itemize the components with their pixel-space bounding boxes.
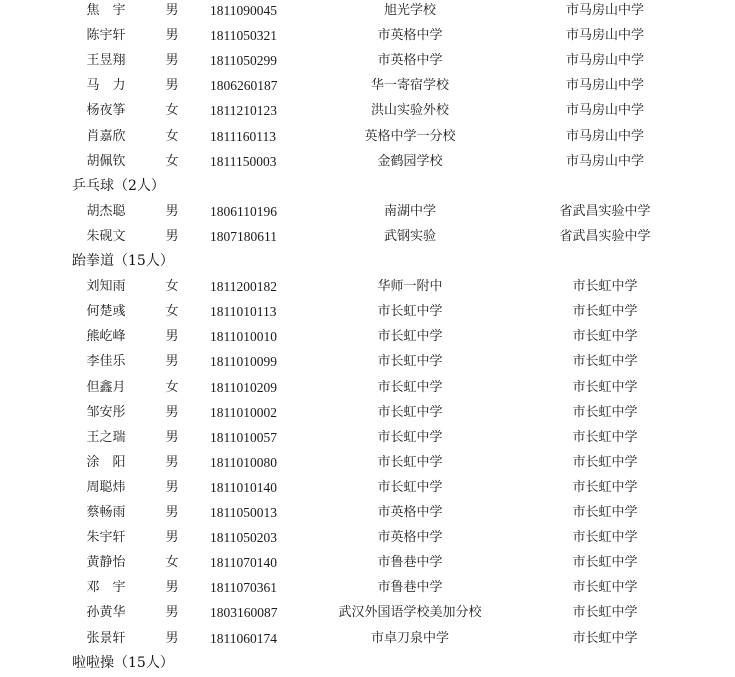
student-id: 1807180611 — [210, 229, 277, 244]
student-id: 1806260187 — [210, 78, 278, 93]
table-row — [0, 450, 735, 475]
origin-school: 市长虹中学 — [377, 354, 443, 369]
origin-school: 市长虹中学 — [377, 380, 443, 395]
student-id: 1811010080 — [210, 455, 277, 470]
student-name: 李佳乐 — [86, 354, 126, 369]
origin-school: 市长虹中学 — [377, 405, 443, 420]
origin-school: 武汉外国语学校美加分校 — [338, 605, 482, 620]
student-gender: 女 — [165, 279, 179, 294]
student-id: 1806110196 — [210, 204, 277, 219]
table-row — [0, 23, 735, 48]
admitted-school: 市长虹中学 — [572, 279, 638, 294]
admitted-school: 市长虹中学 — [572, 329, 638, 344]
student-id: 1811010010 — [210, 329, 277, 344]
table-row — [0, 274, 735, 299]
student-gender: 女 — [165, 103, 179, 118]
table-row — [0, 600, 735, 625]
student-name: 孙黄华 — [86, 605, 126, 620]
origin-school: 英格中学一分校 — [364, 129, 456, 144]
student-name: 涂 阳 — [86, 455, 126, 470]
student-id: 1811160113 — [210, 129, 276, 144]
admitted-school: 市长虹中学 — [572, 631, 638, 646]
student-name: 周聪炜 — [86, 480, 126, 495]
table-row — [0, 400, 735, 425]
origin-school: 市长虹中学 — [377, 480, 443, 495]
student-gender: 男 — [165, 204, 179, 219]
table-row — [0, 500, 735, 525]
student-id: 1811090045 — [210, 3, 277, 18]
student-id: 1811010209 — [210, 380, 277, 395]
table-row — [0, 299, 735, 324]
student-name: 陈宇轩 — [86, 28, 126, 43]
section-heading: 啦啦操（15人） — [72, 655, 174, 671]
table-row — [0, 98, 735, 123]
student-name: 但鑫月 — [86, 380, 126, 395]
student-name: 杨夜筝 — [86, 103, 126, 118]
student-name: 王之瑞 — [86, 430, 126, 445]
student-name: 马 力 — [86, 78, 126, 93]
student-gender: 男 — [165, 28, 179, 43]
student-id: 1811210123 — [210, 103, 277, 118]
admitted-school: 省武昌实验中学 — [559, 204, 651, 219]
table-row — [0, 626, 735, 651]
student-id: 1811060174 — [210, 631, 277, 646]
section-heading: 乒乓球（2人） — [72, 178, 165, 194]
origin-school: 市英格中学 — [377, 28, 443, 43]
student-gender: 女 — [165, 154, 179, 169]
student-gender: 男 — [165, 480, 179, 495]
student-name: 胡佩钦 — [86, 154, 126, 169]
table-row — [0, 375, 735, 400]
student-gender: 女 — [165, 380, 179, 395]
student-id: 1811010057 — [210, 430, 277, 445]
student-gender: 男 — [165, 605, 179, 620]
student-gender: 男 — [165, 3, 179, 18]
admitted-school: 市长虹中学 — [572, 555, 638, 570]
table-row — [0, 0, 735, 23]
admitted-school: 市长虹中学 — [572, 605, 638, 620]
student-gender: 男 — [165, 430, 179, 445]
admitted-school: 市马房山中学 — [565, 53, 644, 68]
admitted-school: 市长虹中学 — [572, 405, 638, 420]
origin-school: 华师一附中 — [377, 279, 443, 294]
student-gender: 男 — [165, 455, 179, 470]
admitted-school: 市长虹中学 — [572, 304, 638, 319]
table-row — [0, 425, 735, 450]
origin-school: 南湖中学 — [383, 204, 436, 219]
table-row — [0, 199, 735, 224]
section-heading: 跆拳道（15人） — [72, 253, 174, 269]
student-id: 1811010099 — [210, 354, 277, 369]
admitted-school: 市长虹中学 — [572, 580, 638, 595]
admitted-school: 市马房山中学 — [565, 78, 644, 93]
origin-school: 金鹤园学校 — [377, 154, 443, 169]
admitted-school: 市长虹中学 — [572, 380, 638, 395]
admitted-school: 市长虹中学 — [572, 505, 638, 520]
admitted-school: 市长虹中学 — [572, 354, 638, 369]
admitted-school: 市马房山中学 — [565, 3, 644, 18]
student-gender: 女 — [165, 129, 179, 144]
student-gender: 男 — [165, 580, 179, 595]
origin-school: 市长虹中学 — [377, 430, 443, 445]
student-gender: 男 — [165, 405, 179, 420]
student-gender: 男 — [165, 631, 179, 646]
origin-school: 洪山实验外校 — [370, 103, 449, 118]
student-name: 王昱翔 — [86, 53, 126, 68]
student-id: 1811070361 — [210, 580, 277, 595]
student-name: 何楚彧 — [86, 304, 126, 319]
admitted-school: 市马房山中学 — [565, 154, 644, 169]
table-row — [0, 124, 735, 149]
student-gender: 男 — [165, 229, 179, 244]
student-name: 朱宇轩 — [86, 530, 126, 545]
admitted-school: 市马房山中学 — [565, 28, 644, 43]
student-gender: 男 — [165, 53, 179, 68]
student-name: 熊屹峰 — [86, 329, 126, 344]
table-row — [0, 525, 735, 550]
student-id: 1811200182 — [210, 279, 277, 294]
table-row — [0, 575, 735, 600]
student-name: 朱砚文 — [86, 229, 126, 244]
student-id: 1811070140 — [210, 555, 277, 570]
student-gender: 男 — [165, 329, 179, 344]
student-id: 1811150003 — [210, 154, 277, 169]
admitted-school: 省武昌实验中学 — [559, 229, 651, 244]
student-name: 蔡畅雨 — [86, 505, 126, 520]
student-id: 1811010002 — [210, 405, 277, 420]
student-id: 1811050203 — [210, 530, 277, 545]
admitted-school: 市长虹中学 — [572, 480, 638, 495]
student-name: 焦 宇 — [86, 3, 126, 18]
student-gender: 男 — [165, 530, 179, 545]
student-id: 1811050299 — [210, 53, 277, 68]
origin-school: 市英格中学 — [377, 53, 443, 68]
origin-school: 市长虹中学 — [377, 455, 443, 470]
origin-school: 武钢实验 — [383, 229, 436, 244]
student-gender: 男 — [165, 354, 179, 369]
student-name: 邓 宇 — [86, 580, 126, 595]
admitted-school: 市马房山中学 — [565, 103, 644, 118]
student-gender: 女 — [165, 304, 179, 319]
admitted-school: 市马房山中学 — [565, 129, 644, 144]
origin-school: 旭光学校 — [383, 3, 436, 18]
student-name: 肖嘉欣 — [86, 129, 126, 144]
origin-school: 市英格中学 — [377, 505, 443, 520]
student-id: 1811010113 — [210, 304, 277, 319]
student-id: 1811050013 — [210, 505, 277, 520]
student-name: 胡杰聪 — [86, 204, 126, 219]
table-row — [0, 48, 735, 73]
admitted-school: 市长虹中学 — [572, 430, 638, 445]
origin-school: 华一寄宿学校 — [370, 78, 449, 93]
student-name: 刘知雨 — [86, 279, 126, 294]
table-row — [0, 550, 735, 575]
student-name: 黄静怡 — [86, 555, 126, 570]
table-row — [0, 475, 735, 500]
student-name: 邹安彤 — [86, 405, 126, 420]
table-row — [0, 149, 735, 174]
student-gender: 女 — [165, 555, 179, 570]
table-row — [0, 73, 735, 98]
origin-school: 市鲁巷中学 — [377, 580, 443, 595]
student-gender: 男 — [165, 505, 179, 520]
origin-school: 市长虹中学 — [377, 304, 443, 319]
student-gender: 男 — [165, 78, 179, 93]
student-id: 1811050321 — [210, 28, 277, 43]
table-row — [0, 349, 735, 374]
table-row — [0, 324, 735, 349]
origin-school: 市鲁巷中学 — [377, 555, 443, 570]
origin-school: 市卓刀泉中学 — [370, 631, 449, 646]
student-name: 张景轩 — [86, 631, 126, 646]
origin-school: 市英格中学 — [377, 530, 443, 545]
admitted-school: 市长虹中学 — [572, 455, 638, 470]
origin-school: 市长虹中学 — [377, 329, 443, 344]
student-id: 1803160087 — [210, 605, 278, 620]
student-id: 1811010140 — [210, 480, 277, 495]
table-row — [0, 224, 735, 249]
admitted-school: 市长虹中学 — [572, 530, 638, 545]
